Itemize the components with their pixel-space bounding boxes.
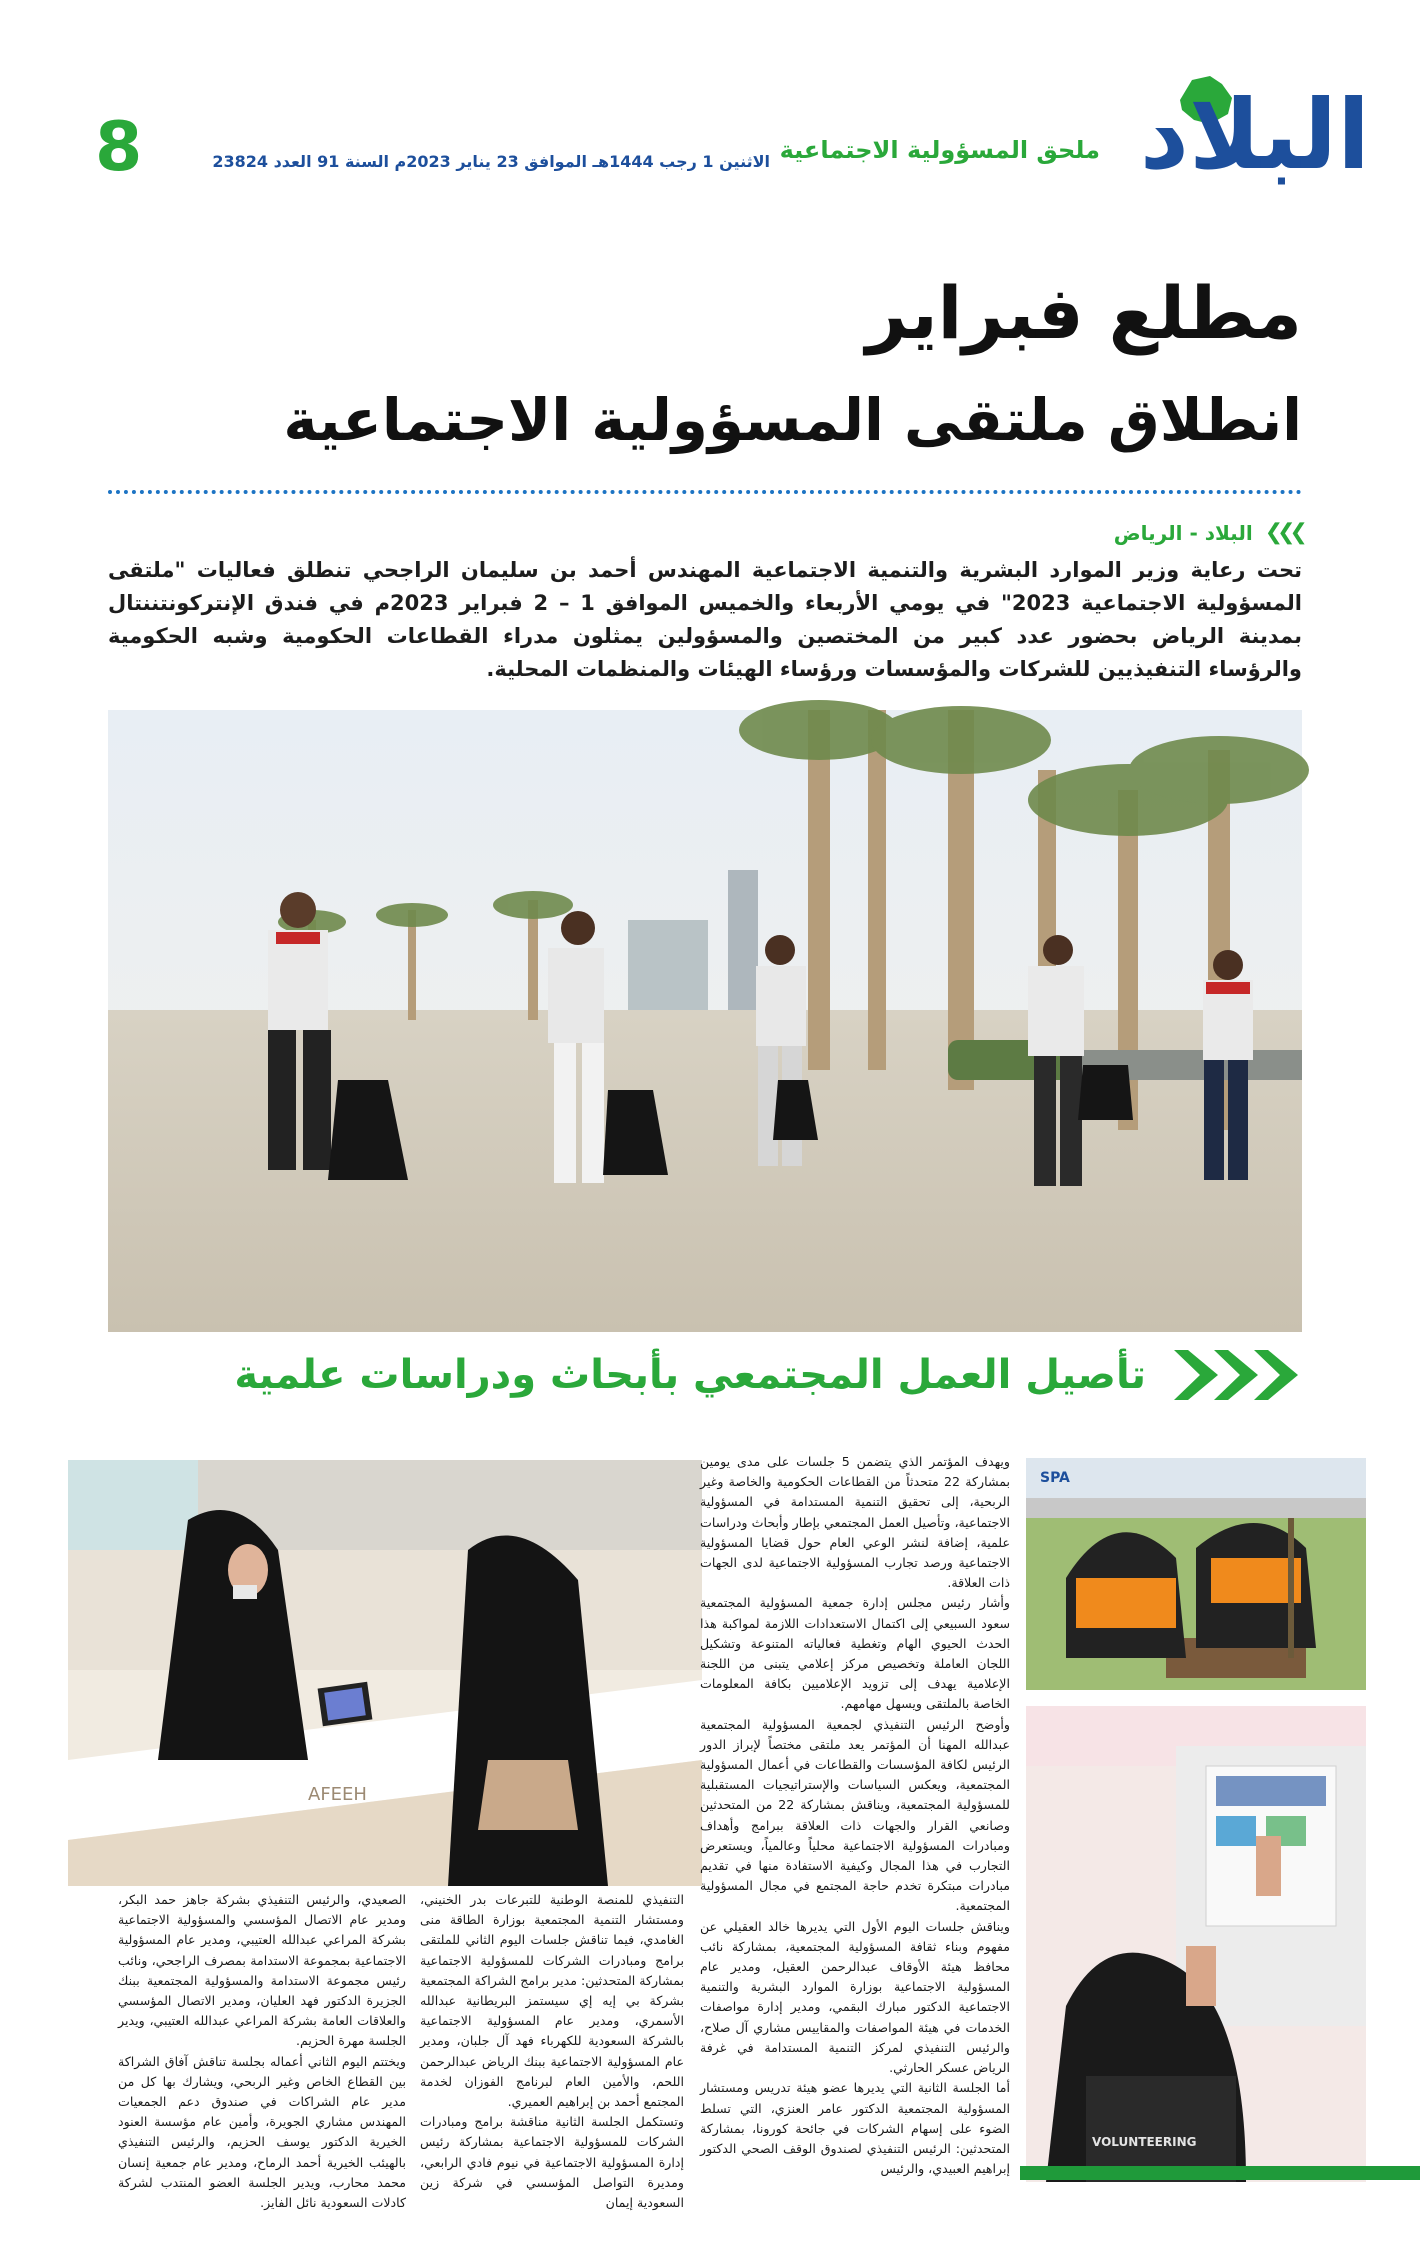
paragraph: الصعيدي، والرئيس التنفيذي بشركة جاهز حمد البكر، ومدير عام الاتصال المؤسسي والمسؤولية الاجتماعية بشركة المراعي عبدالله العتيبي، ومدير عام المسؤولية الاجتماعية بمجموعة الاستدامة بمصرف الراجحي، ونائب رئيس مجموعة الاستدامة والمسؤولية المجتمعية ببنك الجزيرة الدكتور فهد العليان، ومدير الاتصال المؤسسي والعلاقات العامة بشركة المراعي عبدالله العتيبي، ويدير الجلسة مهرة الحزيم. [118,1892,406,2049]
page-number: 8 [95,108,143,187]
supplement-title: ملحق المسؤولية الاجتماعية [779,136,1100,164]
paragraph: ويختتم اليوم الثاني أعماله بجلسة تناقش آفاق الشراكة بين القطاع الخاص وغير الربحي، ويشارك بها كل من مدير عام الشراكات في صندوق دعم الجمعيات المهندس مشاري الجويرة، وأمين عام مؤسسة العنود الخيرية الدكتور يوسف الحزيم، والرئيس التنفيذي بالهيئب الخيرية أحمد الرماح، ومدير عام جمعية إنسان محمد محارب، ويدير الجلسة العضو المنتدب لشركة كادلات السعودية نائل الفايز. [118,2053,406,2211]
section-headline [234,1348,1302,1402]
dotted-divider [108,490,1302,494]
paragraph: أما الجلسة الثانية التي يديرها عضو هيئة تدريس ومستشار المسؤولية المجتمعية الدكتور عامر العنزي، التي تسلط الضوء على إسهام الشركات في جائحة كورونا، بمشاركة المتحدثين: الرئيس التنفيذي لصندوق الوقف الصحي الدكتور إبراهيم العبيدي، والرئيس [700,2080,1010,2177]
byline [1114,520,1302,545]
headline: مطلع فبراير [865,271,1302,355]
paragraph: وأوضح الرئيس التنفيذي لجمعية المسؤولية المجتمعية عبدالله المهنا أن المؤتمر يعد ملتقى مختصاً لإبراز الدور الرئيس لكافة المؤسسات والقطاعات في أعمال المسؤولية المجتمعية، ويعكس السياسات والإستراتيجيات المستقبلية للمسؤولية المجتمعية، ويناقش بمشاركة 22 من المتحدثين وصانعي القرار والجهات ذات العلاقة ببرامج وأهداف ومبادرات المسؤولية الاجتماعية محلياً وعالمياً، ويستعرض التجارب في هذا المجال وكيفية الاستفادة منها في تقديم مبادرات مبتكرة تخدم حاجة المجتمع في مجال المسؤولية المجتمعية. [700,1716,1010,1914]
chevron-icon: ❯❯❯ [1264,520,1302,545]
issue-info: الاثنين 1 رجب 1444هـ الموافق 23 يناير 2023م السنة 91 العدد 23824 [212,152,770,171]
main-photo-beach-volunteers [108,710,1302,1332]
paragraph: وتستكمل الجلسة الثانية مناقشة برامج ومبادرات الشركات للمسؤولية الاجتماعية بمشاركة رئيس إدارة المسؤولية الاجتماعية في نيوم فادي الرابعي، ومديرة التواصل المؤسسي في شركة زين السعودية إيمان [420,2114,684,2211]
volunteering-badge: VOLUNTEERING [1092,2135,1197,2149]
article-column-2 [420,1890,684,2211]
paragraph: وأشار رئيس مجلس إدارة جمعية المسؤولية المجتمعية سعود السبيعي إلى اكتمال الاستعدادات اللازمة لمواكبة هذا الحدث الحيوي الهام وتغطية فعالياته المتنوعة وتشكيل اللجان العاملة وتخصيص مركز إعلامي يتبنى من اللجنة الإعلامية يهدف إلى تزويد الإعلاميين بكافة المعلومات الخاصة بالملتقى ويسهل مهامهم. [700,1595,1010,1712]
mall-sign-text: AFEEH [308,1784,367,1805]
paragraph: ويهدف المؤتمر الذي يتضمن 5 جلسات على مدى يومين بمشاركة 22 متحدثاً من القطاعات الحكومية والخاصة وغير الربحية، إلى تحقيق التنمية المستدامة في المسؤولية الاجتماعية، وتأصيل العمل المجتمعي بإطار وأبحاث ودراسات علمية، إضافة لنشر الوعي العام حول قضايا المسؤولية الاجتماعية ورصد تجارب المسؤولية الاجتماعية لدى الجهات ذات العلاقة. [700,1454,1010,1591]
byline-text: البلاد - الرياض [1113,520,1253,545]
masthead-logo [1130,80,1370,200]
bottom-accent-bar [1020,2166,1420,2180]
section-title: تأصيل العمل المجتمعي بأبحاث ودراسات علمية [234,1352,1146,1398]
article-column-1 [700,1452,1010,2177]
masthead-text: البلاد [1139,79,1370,191]
paragraph: ويناقش جلسات اليوم الأول التي يديرها خالد العقيلي عن مفهوم وبناء ثقافة المسؤولية المجتمعية، بمشاركة نائب محافظ هيئة الأوقاف عبدالرحمن العقيل، ومدير عام المسؤولية الاجتماعية بوزارة الموارد البشرية والتنمية الاجتماعية الدكتور مبارك البقمي، ومدير إدارة مواصفات الخدمات في هيئة المواصفات والمقاييس مشاري آل صلاح، والرئيس التنفيذي لمركز التنمية المستدامة في غرفة الرياض عسكر الحارثي. [700,1918,1010,2076]
photo-tree-planting [1026,1458,1366,1690]
paragraph: التنفيذي للمنصة الوطنية للتبرعات بدر الخنيني، ومستشار التنمية المجتمعية بوزارة الطاقة منى الغامدي، فيما تناقش جلسات اليوم الثاني للملتقى برامج ومبادرات الشركات للمسؤولية الاجتماعية بمشاركة المتحدثين: مدير برامج الشراكة المجتمعية بشركة بي إيه إي سيستمز البريطانية عبدالله الأسمري، ومدير عام المسؤولية الاجتماعية بالشركة السعودية للكهرباء فهد آل جلبان، ومدير عام المسؤولية الاجتماعية ببنك الرياض عبدالرحمن اللحم، والأمين العام لبرنامج الفوزان لخدمة المجتمع أحمد بن إبراهيم العميري. [420,1892,684,2110]
article-column-3 [118,1890,406,2211]
photo-volunteer-sign [1026,1706,1366,2182]
article-intro: تحت رعاية وزير الموارد البشرية والتنمية الاجتماعية المهندس أحمد بن سليمان الراجحي تنطلق فعاليات "ملتقى المسؤولية الاجتماعية 2023" في يومي الأربعاء والخميس الموافق 1 – 2 فبراير 2023م في فندق الإنتركونتننتال بمدينة الرياض بحضور عدد كبير من المختصين والمسؤولين يمثلون مدراء القطاعات الحكومية وشبه الحكومية والرؤساء التنفيذيين للشركات والمؤسسات ورؤساء الهيئات والمنظمات المحلية. [108,558,1303,681]
subheadline: انطلاق ملتقى المسؤولية الاجتماعية [283,386,1302,454]
photo-mall-booth [68,1460,702,1886]
spa-badge: SPA [1040,1470,1070,1486]
triple-chevron-icon [1172,1348,1302,1402]
